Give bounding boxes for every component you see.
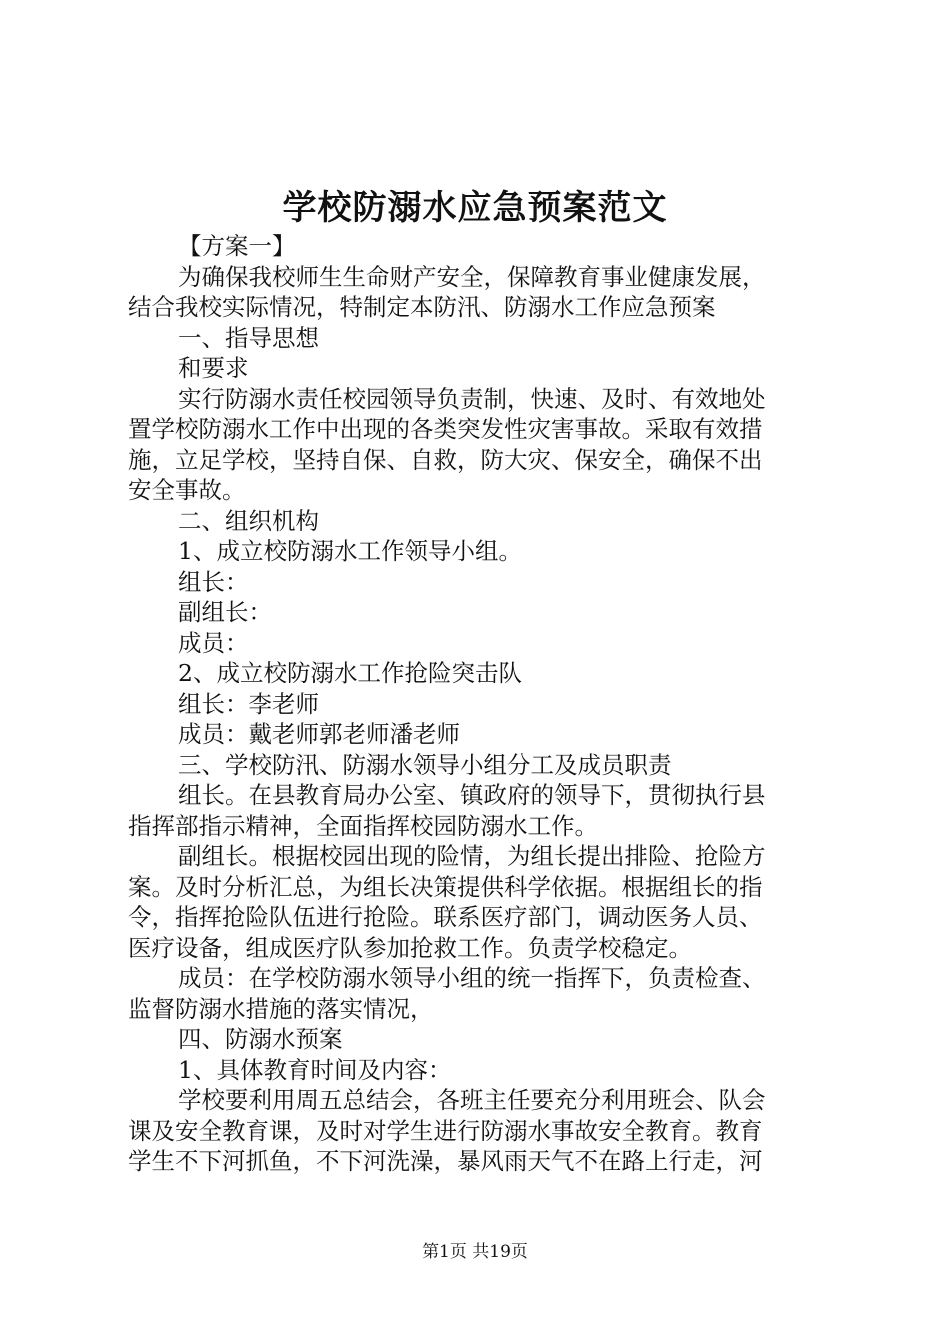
paragraph-line: 置学校防溺水工作中出现的各类突发性灾害事故。采取有效措	[128, 415, 763, 443]
role-line: 副组长：	[178, 598, 272, 626]
paragraph-line: 副组长。根据校园出现的险情，为组长提出排险、抢险方	[178, 842, 766, 870]
paragraph-line: 令，指挥抢险队伍进行抢险。联系医疗部门，调动医务人员、	[128, 903, 763, 931]
heading-line: 一、指导思想	[178, 323, 319, 352]
heading-line: 四、防溺水预案	[178, 1025, 343, 1053]
paragraph-line: 指挥部指示精神，全面指挥校园防溺水工作。	[128, 811, 598, 840]
section-label: 【方案一】	[178, 232, 296, 260]
paragraph-line: 施，立足学校，坚持自保、自救，防大灾、保安全，确保不出	[128, 445, 763, 474]
paragraph-line: 医疗设备，组成医疗队参加抢救工作。负责学校稳定。	[128, 933, 692, 962]
paragraph-line: 学生不下河抓鱼，不下河洗澡，暴风雨天气不在路上行走，河	[128, 1147, 763, 1175]
paragraph-line: 学校要利用周五总结会，各班主任要充分利用班会、队会	[178, 1086, 766, 1114]
list-item: 1、具体教育时间及内容：	[178, 1055, 452, 1084]
paragraph-line: 监督防溺水措施的落实情况，	[128, 994, 434, 1023]
heading-line: 二、组织机构	[178, 506, 319, 535]
paragraph-line: 组长。在县教育局办公室、镇政府的领导下，贯彻执行县	[178, 781, 766, 809]
document-body	[128, 231, 828, 1177]
paragraph-line: 成员：在学校防溺水领导小组的统一指挥下，负责检查、	[178, 964, 766, 992]
paragraph-line: 安全事故。	[128, 476, 246, 504]
paragraph-line: 结合我校实际情况，特制定本防汛、防溺水工作应急预案	[128, 293, 716, 321]
page-number: 第1页 共19页	[422, 1242, 528, 1262]
list-item: 1、成立校防溺水工作领导小组。	[178, 537, 522, 565]
role-line: 组长：	[178, 567, 249, 596]
document-title: 学校防溺水应急预案范文	[282, 188, 668, 228]
paragraph-line: 为确保我校师生生命财产安全，保障教育事业健康发展，	[178, 262, 766, 291]
paragraph-line: 案。及时分析汇总，为组长决策提供科学依据。根据组长的指	[128, 872, 763, 901]
list-item: 2、成立校防溺水工作抢险突击队	[178, 659, 522, 687]
role-line: 成员：	[178, 628, 249, 657]
heading-line: 三、学校防汛、防溺水领导小组分工及成员职责	[178, 750, 672, 779]
role-line: 组长：李老师	[178, 689, 319, 718]
paragraph-line: 实行防溺水责任校园领导负责制，快速、及时、有效地处	[178, 384, 766, 413]
paragraph-line: 和要求	[178, 354, 249, 382]
role-line: 成员：戴老师郭老师潘老师	[178, 720, 460, 748]
paragraph-line: 课及安全教育课，及时对学生进行防溺水事故安全教育。教育	[128, 1116, 763, 1145]
